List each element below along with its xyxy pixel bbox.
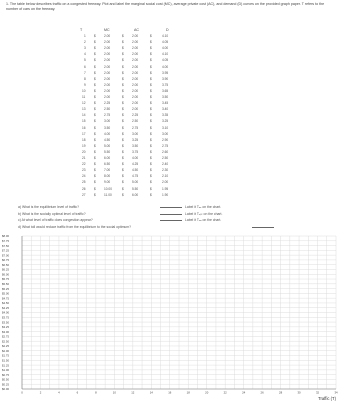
table-cell: $ <box>122 119 124 124</box>
table-cell: $ <box>150 107 152 112</box>
x-tick-label: 30 <box>297 390 301 395</box>
x-tick-label: 28 <box>279 390 283 395</box>
y-tick-label: $6.25 <box>2 267 9 272</box>
table-cell: 4.05 <box>162 58 169 63</box>
table-cell: 3.75 <box>162 82 169 87</box>
table-cell: 10.00 <box>104 186 112 191</box>
y-tick-label: $7.25 <box>2 248 9 253</box>
table-cell: 1.95 <box>162 186 169 191</box>
table-cell: 2.10 <box>162 174 169 179</box>
table-cell: $ <box>122 88 124 93</box>
table-cell: 2.00 <box>132 101 139 106</box>
table-cell: 2.00 <box>132 88 139 93</box>
table-cell: $ <box>94 186 96 191</box>
table-cell: 18 <box>82 137 86 142</box>
table-cell: 3.40 <box>162 107 169 112</box>
question-d-text: d) What toll would reduce traffic from the equilibrium to the social optimum? <box>18 225 132 230</box>
y-tick-label: $1.75 <box>2 353 9 358</box>
table-cell: $ <box>122 143 124 148</box>
table-cell: $ <box>150 180 152 185</box>
table-cell: 16 <box>82 125 86 130</box>
x-tick-label: 34 <box>334 390 338 395</box>
table-cell: 2.00 <box>162 180 169 185</box>
y-tick-label: $2.25 <box>2 344 9 349</box>
table-cell: 22 <box>82 162 86 167</box>
y-tick-label: $6.50 <box>2 262 9 267</box>
table-cell: $ <box>122 95 124 99</box>
table-cell: $ <box>122 107 124 112</box>
table-cell: 19 <box>82 143 86 148</box>
table-cell: $ <box>150 64 152 69</box>
x-tick-label: 10 <box>112 390 116 395</box>
table-cell: $ <box>122 101 124 106</box>
table-cell: 2.50 <box>104 107 111 112</box>
table-cell: $ <box>150 174 152 179</box>
table-cell: $ <box>94 40 96 45</box>
table-cell: 17 <box>82 131 86 136</box>
table-cell: 2.00 <box>104 82 111 87</box>
table-cell: $ <box>94 192 96 197</box>
y-tick-label: $0.25 <box>2 382 9 387</box>
y-tick-label: $2.50 <box>2 339 9 344</box>
table-cell: $ <box>150 46 152 51</box>
table-cell: $ <box>150 40 152 45</box>
table-cell: $ <box>94 149 96 154</box>
question-a-text: a) What is the equilibrium level of traffic? <box>18 205 79 209</box>
table-cell: 4.00 <box>162 46 169 51</box>
table-cell: $ <box>94 143 96 148</box>
table-cell: 3.45 <box>162 101 169 106</box>
table-cell: 20 <box>82 149 86 154</box>
table-cell: 7.00 <box>104 168 111 173</box>
y-tick-label: $5.50 <box>2 282 9 287</box>
table-cell: 14 <box>82 113 86 118</box>
table-cell: 2.00 <box>104 76 111 81</box>
y-tick-label: $5.75 <box>2 277 9 282</box>
table-cell: 2.00 <box>132 64 139 69</box>
table-cell: $ <box>94 101 96 106</box>
table-cell: 23 <box>82 168 86 173</box>
table-cell: $ <box>94 64 96 69</box>
table-cell: $ <box>94 58 96 63</box>
table-cell: 2.25 <box>132 113 139 118</box>
table-cell: 2.75 <box>104 113 111 118</box>
table-cell: $ <box>150 149 152 154</box>
table-cell: $ <box>94 88 96 93</box>
x-tick-label: 16 <box>168 390 172 395</box>
table-cell: $ <box>94 168 96 173</box>
y-tick-label: $0.00 <box>2 387 9 392</box>
table-cell: $ <box>122 156 124 160</box>
table-cell: 10 <box>82 88 86 93</box>
y-tick-label: $3.00 <box>2 329 9 334</box>
table-cell: 2 <box>84 40 86 45</box>
table-cell: 2.00 <box>132 76 139 81</box>
table-cell: $ <box>150 143 152 148</box>
table-cell: $ <box>94 70 96 75</box>
table-header-mc: MC <box>104 28 110 32</box>
table-cell: 5.00 <box>132 180 139 185</box>
table-cell: 4 <box>84 52 86 57</box>
table-cell: 5.50 <box>104 149 111 154</box>
x-tick-label: 0 <box>21 390 23 395</box>
y-tick-label: $1.00 <box>2 368 9 373</box>
table-cell: 2.00 <box>104 46 111 51</box>
table-cell: $ <box>94 180 96 185</box>
table-cell: $ <box>94 34 96 38</box>
table-cell: 2.00 <box>132 58 139 63</box>
table-cell: 4.75 <box>132 174 139 179</box>
table-cell: 4.10 <box>162 34 169 38</box>
y-tick-label: $5.00 <box>2 291 9 296</box>
y-tick-label: $1.50 <box>2 358 9 363</box>
x-tick-label: 14 <box>149 390 153 395</box>
x-tick-label: 6 <box>76 390 79 395</box>
table-cell: 2.30 <box>162 168 169 173</box>
table-cell: 26 <box>82 186 86 191</box>
table-cell: $ <box>122 64 124 69</box>
table-cell: 2.00 <box>104 95 111 99</box>
table-cell: $ <box>122 82 124 87</box>
table-cell: 3.00 <box>104 119 111 124</box>
x-tick-label: 8 <box>95 390 97 395</box>
table-cell: $ <box>94 113 96 118</box>
table-header-d: D <box>166 28 169 32</box>
table-cell: 8.00 <box>104 174 111 179</box>
table-cell: $ <box>150 186 152 191</box>
table-cell: $ <box>94 52 96 57</box>
table-cell: 7 <box>84 70 86 75</box>
table-cell: 6.00 <box>104 156 111 160</box>
table-cell: 2.00 <box>132 34 139 38</box>
table-cell: $ <box>94 131 96 136</box>
table-cell: 2.50 <box>132 119 139 124</box>
table-cell: 2.90 <box>162 137 169 142</box>
table-cell: 2.00 <box>132 107 139 112</box>
table-cell: 2.50 <box>162 156 169 160</box>
question-a-label: Label it Tₑₑ on the chart. <box>185 205 222 209</box>
table-cell: 4.00 <box>132 156 139 160</box>
table-cell: 2.00 <box>104 58 111 63</box>
y-tick-label: $4.50 <box>2 301 9 306</box>
table-cell: 6.00 <box>132 192 139 197</box>
table-cell: $ <box>122 149 124 154</box>
table-cell: $ <box>150 101 152 106</box>
table-cell: 11 <box>82 95 86 99</box>
table-cell: 4.50 <box>132 168 139 173</box>
y-tick-label: $7.00 <box>2 253 9 258</box>
table-cell: $ <box>150 119 152 124</box>
table-cell: 3.50 <box>132 143 139 148</box>
table-cell: 8 <box>84 76 86 81</box>
table-cell: 3.50 <box>162 95 169 99</box>
table-cell: $ <box>94 76 96 81</box>
question-b-label: Label it Tₒₚₜ on the chart. <box>185 211 223 216</box>
table-cell: $ <box>122 162 124 167</box>
y-tick-label: $7.50 <box>2 243 9 248</box>
table-cell: $ <box>94 125 96 130</box>
table-cell: 12 <box>82 101 86 106</box>
y-tick-label: $2.75 <box>2 334 9 339</box>
table-cell: 2.00 <box>132 82 139 87</box>
table-cell: $ <box>122 40 124 45</box>
y-tick-label: $3.50 <box>2 320 9 325</box>
table-cell: 2.00 <box>132 95 139 99</box>
table-cell: 2.40 <box>162 162 169 167</box>
table-cell: $ <box>122 131 124 136</box>
problem-intro: 1. The table below describes traffic on a congested freeway. Plot and label the marginal social cost (MC), average private cost (AC), and demand (D) curves on the provided graph paper. T refers to the number of cars on the freeway. <box>6 2 325 11</box>
x-tick-label: 24 <box>242 390 246 395</box>
table-cell: $ <box>94 137 96 142</box>
table-cell: 5.00 <box>104 143 111 148</box>
table-cell: 2.75 <box>162 143 169 148</box>
table-cell: $ <box>150 168 152 173</box>
table-cell: 4.05 <box>162 40 169 45</box>
table-cell: 9 <box>84 82 86 87</box>
table-cell: 3.25 <box>132 137 139 142</box>
table-cell: $ <box>122 168 124 173</box>
y-tick-label: $0.50 <box>2 377 9 382</box>
table-cell: 3.65 <box>162 88 169 93</box>
table-cell: 4.25 <box>132 162 139 167</box>
table-cell: $ <box>94 156 96 160</box>
table-cell: 2.00 <box>104 34 111 38</box>
table-cell: $ <box>122 192 124 197</box>
y-tick-label: $0.75 <box>2 372 9 377</box>
table-cell: 3 <box>84 46 86 51</box>
table-cell: $ <box>94 82 96 87</box>
table-cell: $ <box>122 70 124 75</box>
x-tick-label: 26 <box>260 390 264 395</box>
table-cell: $ <box>122 137 124 142</box>
question-c-text: c) At what level of traffic does congestion appear? <box>18 218 93 223</box>
table-cell: 2.00 <box>104 70 111 75</box>
table-cell: 13 <box>82 107 86 112</box>
table-cell: $ <box>94 46 96 51</box>
table-header-t: T <box>80 28 83 32</box>
table-cell: 3.90 <box>162 76 169 81</box>
table-cell: 3.10 <box>162 125 169 130</box>
x-tick-label: 20 <box>205 390 209 395</box>
table-cell: 1.90 <box>162 192 169 197</box>
table-cell: 4.50 <box>104 137 111 142</box>
table-cell: 4.00 <box>162 64 169 69</box>
table-cell: 15 <box>82 119 86 124</box>
table-cell: $ <box>122 34 124 38</box>
x-tick-label: 12 <box>131 390 135 395</box>
table-cell: $ <box>150 113 152 118</box>
table-cell: $ <box>94 107 96 112</box>
table-cell: $ <box>150 125 152 130</box>
x-tick-label: 32 <box>315 390 320 395</box>
table-cell: 2.00 <box>104 88 111 93</box>
table-cell: 2.00 <box>132 52 139 57</box>
x-tick-label: 2 <box>39 390 42 395</box>
table-cell: $ <box>150 137 152 142</box>
y-tick-label: $8.00 <box>2 234 9 239</box>
table-cell: $ <box>94 119 96 124</box>
table-cell: 2.00 <box>104 40 111 45</box>
table-cell: $ <box>150 156 152 160</box>
table-cell: 3.25 <box>162 119 169 124</box>
table-cell: $ <box>150 70 152 75</box>
x-tick-label: 18 <box>186 390 190 395</box>
y-tick-label: $6.00 <box>2 272 9 277</box>
table-cell: 1 <box>84 34 86 38</box>
y-tick-label: $5.25 <box>2 286 9 291</box>
table-header-ac: AC <box>134 28 139 32</box>
table-cell: 6.50 <box>104 162 111 167</box>
question-c-label: Label it Tₒₙ on the chart. <box>185 218 222 223</box>
table-cell: $ <box>150 76 152 81</box>
table-cell: $ <box>94 174 96 179</box>
table-cell: $ <box>122 58 124 63</box>
table-cell: 11.00 <box>104 192 112 197</box>
table-cell: $ <box>150 82 152 87</box>
table-cell: $ <box>150 131 152 136</box>
table-cell: 2.00 <box>132 40 139 45</box>
table-cell: $ <box>122 46 124 51</box>
table-cell: 3.00 <box>162 131 169 136</box>
table-cell: 2.00 <box>104 52 111 57</box>
table-cell: $ <box>150 95 152 99</box>
y-tick-label: $6.75 <box>2 258 9 263</box>
table-cell: 27 <box>82 192 86 197</box>
table-cell: 2.00 <box>104 64 111 69</box>
table-cell: 2.60 <box>162 149 169 154</box>
table-cell: 25 <box>82 180 86 185</box>
table-cell: 2.00 <box>132 46 139 51</box>
table-cell: 3.75 <box>132 149 139 154</box>
x-tick-label: 22 <box>223 390 227 395</box>
table-cell: 2.75 <box>132 125 139 130</box>
y-tick-label: $4.25 <box>2 305 9 310</box>
table-cell: 2.00 <box>132 70 139 75</box>
table-cell: 21 <box>82 156 86 160</box>
table-cell: 3.95 <box>162 70 169 75</box>
y-tick-label: $2.00 <box>2 348 9 353</box>
table-cell: 24 <box>82 174 86 179</box>
y-tick-label: $4.00 <box>2 310 9 315</box>
x-tick-label: 4 <box>58 390 60 395</box>
table-cell: 9.00 <box>104 180 111 185</box>
table-cell: 6 <box>84 64 86 69</box>
table-cell: $ <box>122 186 124 191</box>
table-cell: $ <box>122 52 124 57</box>
table-cell: $ <box>150 34 152 38</box>
table-cell: $ <box>150 162 152 167</box>
table-cell: $ <box>122 76 124 81</box>
table-cell: 2.25 <box>104 101 111 106</box>
table-cell: $ <box>94 95 96 99</box>
y-tick-label: $1.25 <box>2 363 9 368</box>
table-cell: $ <box>122 113 124 118</box>
y-tick-label: $7.75 <box>2 238 9 243</box>
table-cell: $ <box>150 58 152 63</box>
table-cell: $ <box>122 125 124 130</box>
table-cell: 3.50 <box>104 125 111 130</box>
table-cell: $ <box>150 88 152 93</box>
x-axis-label: Traffic (T) <box>318 396 336 401</box>
table-cell: 3.00 <box>132 131 139 136</box>
table-cell: 4.00 <box>104 131 111 136</box>
table-cell: 4.10 <box>162 52 169 57</box>
table-cell: $ <box>150 192 152 197</box>
table-cell: 5.50 <box>132 186 139 191</box>
table-cell: $ <box>122 180 124 185</box>
table-cell: 3.35 <box>162 113 169 118</box>
y-tick-label: $3.75 <box>2 315 9 320</box>
table-cell: $ <box>150 52 152 57</box>
y-tick-label: $4.75 <box>2 296 9 301</box>
question-b-text: b) What is the socially optimal level of traffic? <box>18 211 86 216</box>
table-cell: $ <box>122 174 124 179</box>
table-cell: $ <box>94 162 96 167</box>
y-tick-label: $3.25 <box>2 325 9 330</box>
table-cell: 5 <box>84 58 86 63</box>
